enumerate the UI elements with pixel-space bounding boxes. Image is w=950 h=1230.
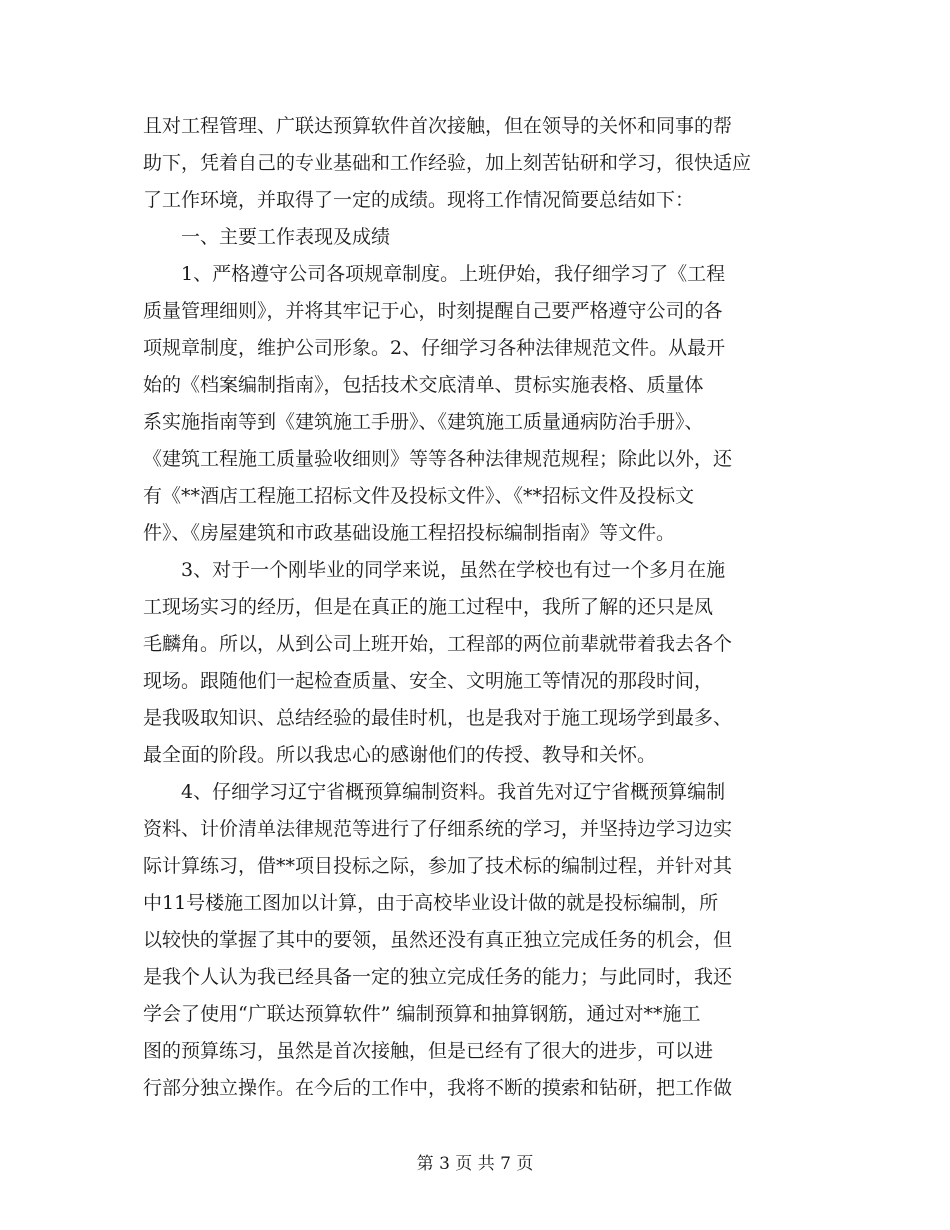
text-line: 始的《档案编制指南》，包括技术交底清单、贯标实施表格、质量体: [143, 374, 704, 396]
text-line: 了工作环境，并取得了一定的成绩。现将工作情况简要总结如下：: [143, 189, 695, 211]
text-line: 4、仔细学习辽宁省概预算编制资料。我首先对辽宁省概预算编制: [181, 781, 726, 803]
text-line: 毛麟角。所以，从到公司上班开始，工程部的两位前辈就带着我去各个: [143, 633, 733, 655]
text-line: 质量管理细则》，并将其牢记于心，时刻提醒自己要严格遵守公司的各: [143, 300, 723, 322]
text-line: 件》、《房屋建筑和市政基础设施工程招投标编制指南》等文件。: [143, 522, 676, 544]
text-line: 中11号楼施工图加以计算，由于高校毕业设计做的就是投标编制，所: [143, 892, 719, 914]
document-body: [143, 108, 823, 1107]
text-line: 有《**酒店工程施工招标文件及投标文件》、《**招标文件及投标文: [143, 485, 695, 507]
text-line: 3、对于一个刚毕业的同学来说，虽然在学校也有过一个多月在施: [181, 559, 726, 581]
text-line: 是我个人认为我已经具备一定的独立完成任务的能力；与此同时，我还: [143, 966, 733, 988]
text-line: 学会了使用“广联达预算软件” 编制预算和抽算钢筋，通过对**施工: [143, 1003, 701, 1025]
text-line: 《建筑工程施工质量验收细则》等等各种法律规范规程；除此以外，还: [143, 448, 733, 470]
text-line: 最全面的阶段。所以我忠心的感谢他们的传授、教导和关怀。: [143, 744, 657, 766]
text-line: 图的预算练习，虽然是首次接触，但是已经有了很大的进步，可以进: [143, 1040, 714, 1062]
section-heading: 一、主要工作表现及成绩: [181, 226, 391, 248]
page-number-footer: 第 3 页 共 7 页: [416, 1154, 534, 1174]
text-line: 以较快的掌握了其中的要领，虽然还没有真正独立完成任务的机会，但: [143, 929, 733, 951]
text-line: 资料、计价清单法律规范等进行了仔细系统的学习，并坚持边学习边实: [143, 818, 733, 840]
text-line: 系实施指南等到《建筑施工手册》、《建筑施工质量通病防治手册》、: [143, 411, 704, 433]
text-line: 行部分独立操作。在今后的工作中，我将不断的摸索和钻研，把工作做: [143, 1077, 733, 1099]
text-line: 是我吸取知识、总结经验的最佳时机，也是我对于施工现场学到最多、: [143, 707, 733, 729]
text-line: 助下，凭着自己的专业基础和工作经验，加上刻苦钻研和学习，很快适应: [143, 152, 752, 174]
text-line: 现场。跟随他们一起检查质量、安全、文明施工等情况的那段时间，: [143, 670, 714, 692]
text-line: 项规章制度，维护公司形象。2、仔细学习各种法律规范文件。从最开: [143, 337, 726, 359]
text-line: 1、严格遵守公司各项规章制度。上班伊始，我仔细学习了《工程: [181, 263, 726, 285]
text-line: 且对工程管理、广联达预算软件首次接触，但在领导的关怀和同事的帮: [143, 115, 733, 137]
text-line: 工现场实习的经历，但是在真正的施工过程中，我所了解的还只是凤: [143, 596, 714, 618]
text-line: 际计算练习，借**项目投标之际，参加了技术标的编制过程，并针对其: [143, 855, 733, 877]
